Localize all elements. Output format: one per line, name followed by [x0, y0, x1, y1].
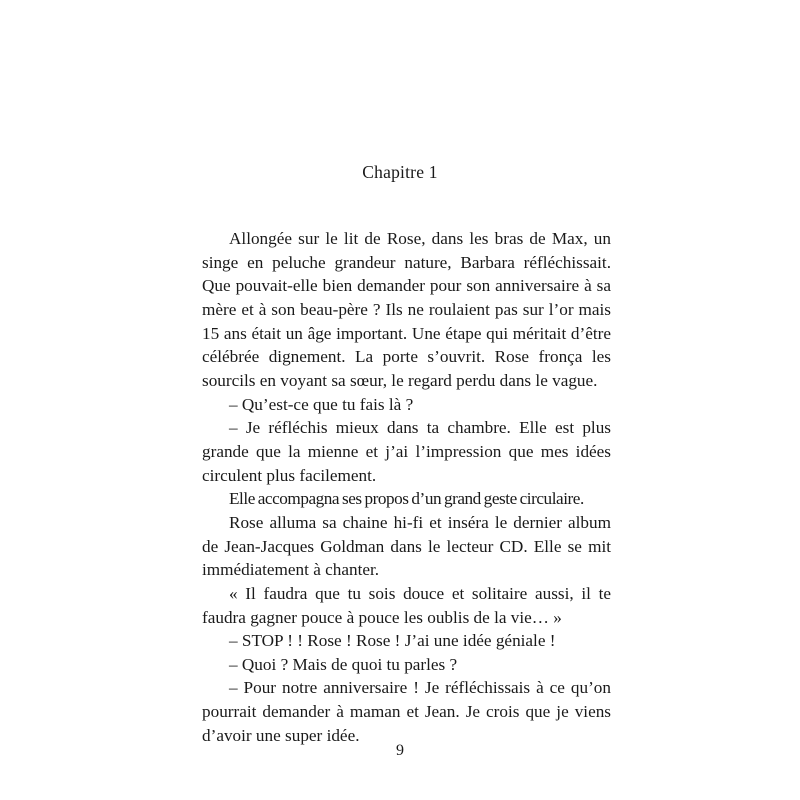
paragraph: Elle accompagna ses propos d’un grand geste circulaire. — [229, 489, 584, 509]
page-number: 9 — [396, 742, 404, 759]
song-quote: « Il faudra que tu sois douce et solitaire aussi, il te faudra gagner pouce à pouce les oublis de la vie… » — [202, 583, 611, 627]
paragraph: Rose alluma sa chaine hi-fi et inséra le dernier album de Jean-Jacques Goldman dans le lecteur CD. Elle se mit immédiatement à chanter. — [202, 512, 611, 580]
dialogue-line: – Quoi ? Mais de quoi tu parles ? — [229, 654, 458, 674]
dialogue-line: – Je réfléchis mieux dans ta chambre. Elle est plus grande que la mienne et j’ai l’impression que mes idées circulent plus facilement. — [202, 418, 611, 485]
dialogue-line: – Pour notre anniversaire ! Je réfléchissais à ce qu’on pourrait demander à maman et Jean. Je crois que je viens d’avoir une super idée. — [202, 678, 611, 745]
paragraph: Allongée sur le lit de Rose, dans les bras de Max, un singe en peluche grandeur nature, Barbara réfléchissait. Que pouvait-elle bien demander pour son anniversaire à sa mère et à son beau-père ? Ils ne roulaient pas sur l’or mais 15 ans était un âge important. Une étape qui méritait d’être célébrée dignement. La porte s’ouvrit. Rose fronça les sourcils en voyant sa sœur, le regard perdu dans le vague. — [202, 229, 611, 390]
dialogue-line: – STOP ! ! Rose ! Rose ! J’ai une idée géniale ! — [229, 631, 556, 651]
dialogue-line: – Qu’est-ce que tu fais là ? — [229, 394, 414, 414]
chapter-title: Chapitre 1 — [362, 162, 438, 182]
chapter-body — [202, 227, 611, 747]
